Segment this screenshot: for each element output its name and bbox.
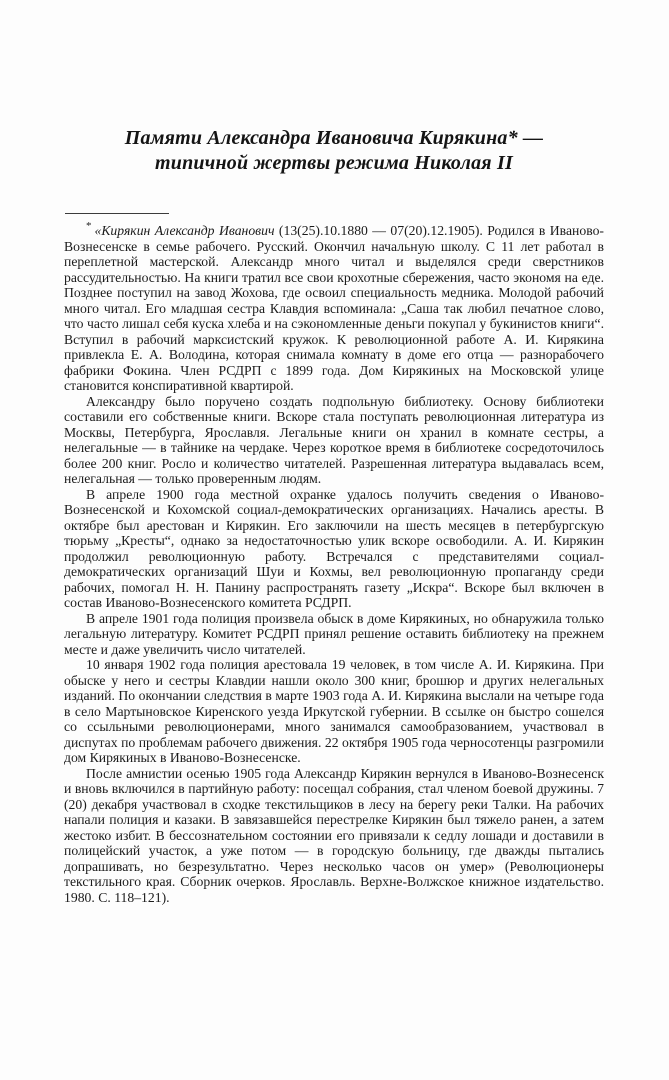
footnote-text: [64, 220, 604, 905]
footnote-paragraph: В апреле 1901 года полиция произвела обыск в доме Кирякиных, но обнаружила только легальную литературу. Комитет РСДРП принял решение оставить библиотеку на прежнем месте и даже увеличить число читателей.: [64, 610, 604, 657]
footnote-lead-name: «Кирякин Александр Иванович: [94, 223, 275, 238]
footnote-paragraph: Александру было поручено создать подпольную библиотеку. Основу библиотеки составили его собственные книги. Вскоре стала поступать революционная литература из Москвы, Петербурга, Ярославля. Легальные книги он хранил в комнате сестры, а нелегальные — в тайнике на чердаке. Через короткое время в библиотеке сосредоточилось более 200 книг. Росло и количество читателей. Разрешенная литература выдавалась всем, нелегальная — только проверенным людям.: [64, 393, 604, 486]
footnote-paragraph: После амнистии осенью 1905 года Александр Кирякин вернулся в Иваново-Вознесенск и вновь включился в партийную работу: посещал собрания, стал членом боевой дружины. 7 (20) декабря участвовал в сходке текстильщиков в лесу на берегу реки Талки. На рабочих напали полиция и казаки. В завязавшейся перестрелке Кирякин был тяжело ранен, а затем жестоко избит. В бессознательном состоянии его привязали к седлу лошади и доставили в полицейский участок, а уже потом — в городскую больницу, где дважды пытались допрашивать, но безрезультатно. Через несколько часов он умер» (Революционеры текстильного края. Сборник очерков. Ярославль. Верхне-Волжское книжное издательство. 1980. С. 118–121).: [64, 765, 604, 905]
footnote-separator: [65, 213, 169, 214]
footnote-paragraph-text: (13(25).10.1880 — 07(20).12.1905). Родился в Иваново-Вознесенске в семье рабочего. Русский. Окончил начальную школу. С 11 лет работал в переплетной мастерской. Александр много читал и выделялся среди сверстников рассудительностью. На книги тратил все свои крохотные сбережения, часто экономя на еде. Позднее поступил на завод Жохова, где освоил специальность медника. Молодой рабочий много читал. Его младшая сестра Клавдия вспоминала: „Саша так любил печатное слово, что часто лишал себя куска хлеба и на сэкономленные деньги покупал у букинистов книги“. Вступил в рабочий марксистский кружок. К революционной работе А. И. Кирякина привлекла Е. А. Володина, которая снимала комнату в доме его отца — разнорабочего фабрики Фокина. Член РСДРП с 1899 года. Дом Кирякиных на Московской улице становится конспиративной квартирой.: [64, 223, 604, 393]
footnote-paragraph: [64, 220, 604, 394]
title-line-2: типичной жертвы режима Николая II: [155, 152, 513, 174]
footnote-paragraph: В апреле 1900 года местной охранке удалось получить сведения о Иваново-Вознесенской и Кохомской социал-демократических организациях. Начались аресты. В октябре был арестован и Кирякин. Его заключили на шесть месяцев в петербургскую тюрьму „Кресты“, однако за недостаточностью улик вскоре освободили. А. И. Кирякин продолжил революционную работу. Встречался с представителями социал-демократических организаций Шуи и Кохмы, вел революционную пропаганду среди рабочих, помогал Н. Н. Панину распространять газету „Искра“. Вскоре был включен в состав Иваново-Вознесенского комитета РСДРП.: [64, 486, 604, 610]
footnote-marker: *: [86, 220, 92, 233]
page-title: [64, 126, 604, 176]
title-line-1: Памяти Александра Ивановича Кирякина* —: [124, 127, 544, 149]
footnote-paragraph: 10 января 1902 года полиция арестовала 19 человек, в том числе А. И. Кирякина. При обыске у него и сестры Клавдии нашли около 300 книг, брошюр и других нелегальных изданий. По окончании следствия в марте 1903 года А. И. Кирякина выслали на четыре года в село Мартыновское Киренского уезда Иркутской губернии. В ссылке он быстро сошелся со ссыльными революционерами, много занимался самообразованием, участвовал в диспутах по проблемам рабочего движения. 22 октября 1905 года черносотенцы разгромили дом Кирякиных в Иваново-Вознесенске.: [64, 657, 604, 765]
